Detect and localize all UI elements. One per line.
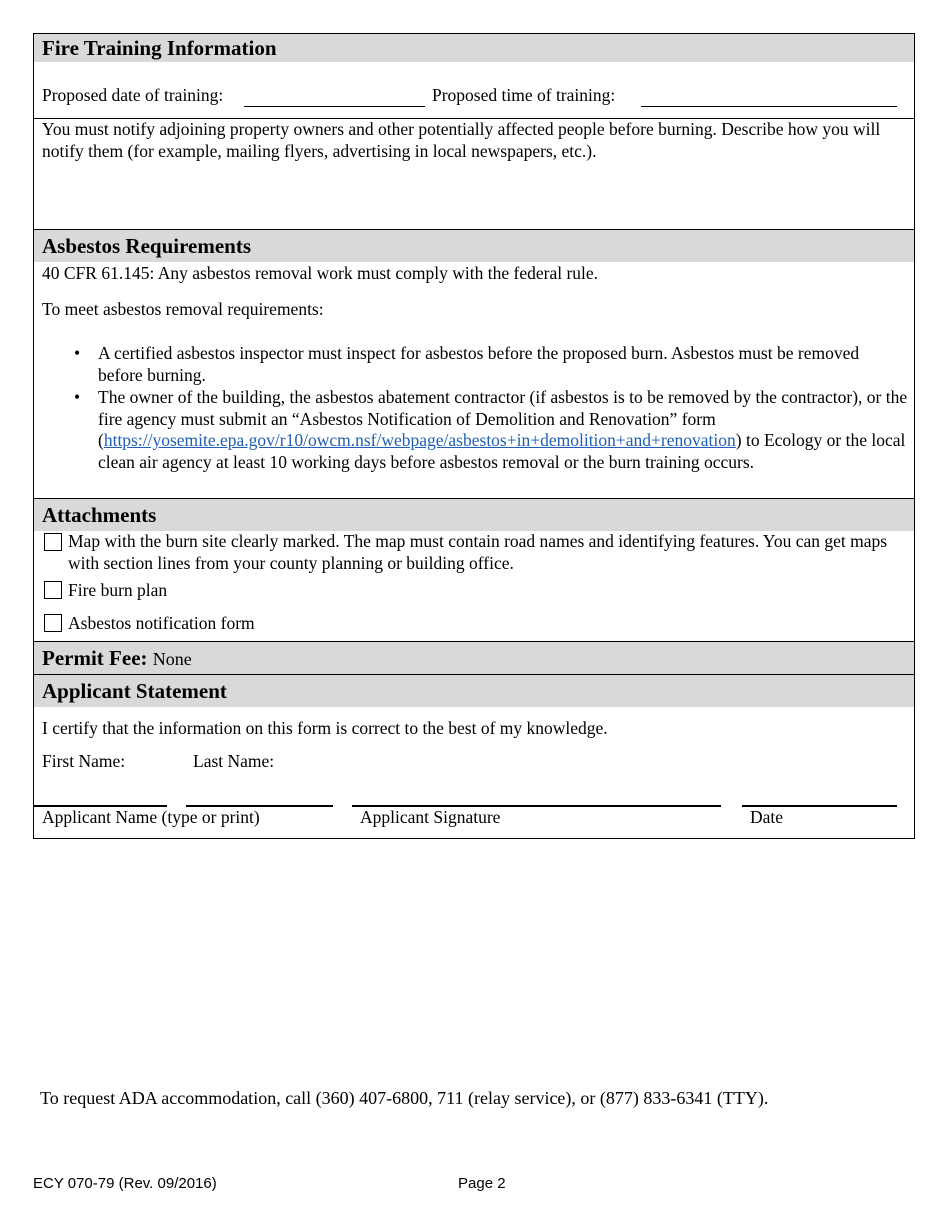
proposed-date-label: Proposed date of training: xyxy=(42,85,224,105)
first-name-label: First Name: xyxy=(42,751,126,771)
notify-description-field[interactable] xyxy=(34,164,914,228)
ada-accommodation-text: To request ADA accommodation, call (360) 407-6800, 711 (relay service), or (877) 833-6341 (TTY). xyxy=(40,1088,769,1108)
date-caption: Date xyxy=(750,807,784,827)
permit-fee-label: Permit Fee: xyxy=(42,646,148,670)
map-checkbox[interactable] xyxy=(44,533,62,551)
asbestos-header xyxy=(34,230,914,262)
burn-plan-checkbox[interactable] xyxy=(44,581,62,599)
asbestos-notification-label: Asbestos notification form xyxy=(68,613,255,633)
asbestos-intro: To meet asbestos removal requirements: xyxy=(42,299,324,319)
permit-fee-row xyxy=(34,642,914,674)
proposed-time-field[interactable] xyxy=(641,106,897,107)
form-identifier: ECY 070-79 (Rev. 09/2016) xyxy=(33,1175,217,1192)
map-attachment-label: Map with the burn site clearly marked. The map must contain road names and identifying features. You can get maps with section lines from your county planning or building office. xyxy=(68,531,888,573)
attachments-header xyxy=(34,499,914,531)
asbestos-notification-checkbox[interactable] xyxy=(44,614,62,632)
bullet-2-text-before: The owner of the building, the asbestos abatement contractor (if asbestos is to be removed by the contractor), or the fire agency must submit an “Asbestos Notification of Demolition and Renovation” form ( xyxy=(98,387,908,450)
bullet-icon: • xyxy=(74,343,81,363)
permit-fee-value: None xyxy=(152,649,192,669)
proposed-date-field[interactable] xyxy=(244,106,425,107)
bullet-icon: • xyxy=(74,387,81,407)
notify-instructions: You must notify adjoining property owners and other potentially affected people before burning. Describe how you will notify them (for example, mailing flyers, advertising in local newspapers, etc.). xyxy=(42,119,881,161)
applicant-heading: Applicant Statement xyxy=(42,679,227,703)
applicant-signature-caption: Applicant Signature xyxy=(360,807,501,827)
asbestos-heading: Asbestos Requirements xyxy=(42,234,252,258)
burn-plan-label: Fire burn plan xyxy=(68,580,168,600)
page-number: Page 2 xyxy=(458,1175,506,1192)
applicant-name-caption: Applicant Name (type or print) xyxy=(42,807,260,827)
fire-training-heading: Fire Training Information xyxy=(42,36,277,60)
fire-training-header xyxy=(34,34,914,62)
certify-statement: I certify that the information on this form is correct to the best of my knowledge. xyxy=(42,718,608,738)
proposed-time-label: Proposed time of training: xyxy=(432,85,616,105)
application-form xyxy=(33,33,915,839)
epa-asbestos-link[interactable]: https://yosemite.epa.gov/r10/owcm.nsf/webpage/asbestos+in+demolition+and+renovation xyxy=(103,430,736,450)
attachments-heading: Attachments xyxy=(42,503,157,527)
asbestos-bullet-2 xyxy=(98,387,910,473)
cfr-text: 40 CFR 61.145: Any asbestos removal work must comply with the federal rule. xyxy=(42,263,599,283)
asbestos-bullet-1: A certified asbestos inspector must inspect for asbestos before the proposed burn. Asbestos must be removed before burning. xyxy=(98,343,860,385)
applicant-header xyxy=(34,675,914,707)
permit-fee xyxy=(42,646,192,671)
bullet-2-text-after: ) to Ecology or the local clean air agency at least 10 working days before asbestos removal or the burn training occurs. xyxy=(98,430,906,472)
last-name-label: Last Name: xyxy=(193,751,275,771)
